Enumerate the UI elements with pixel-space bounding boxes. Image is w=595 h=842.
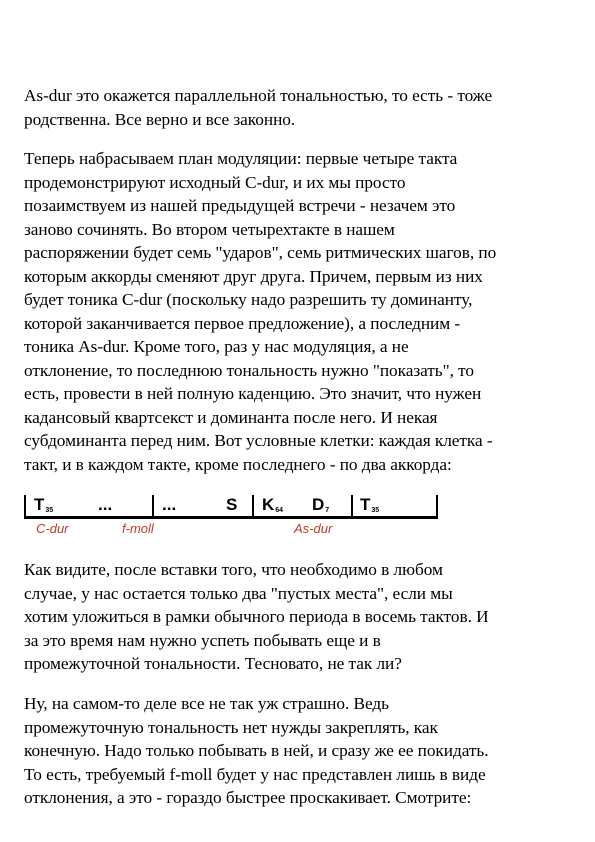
measure-bar (24, 495, 438, 519)
paragraph-3: Как видите, после вставки того, что необходимо в любом случае, у нас остается только два "пустых места", если мы хотим уложиться в рамки обычного периода в восемь тактов. И за это время нам нужно успеть побывать еще и в промежуточной тональности. Тесновато, не так ли? (24, 560, 489, 673)
bar-line (252, 495, 254, 517)
key-label-f-moll: f-moll (122, 521, 154, 536)
key-label-as-dur: As-dur (294, 521, 333, 536)
bar-bottom-rule (24, 516, 438, 519)
paragraph-1: As-dur это окажется параллельной тональностью, то есть - тоже родственна. Все верно и все законно. (24, 86, 493, 129)
bar-line (351, 495, 353, 517)
chord-tonic-as: $T_{35}$ (360, 495, 380, 514)
bar-line (152, 495, 154, 517)
key-labels (24, 521, 438, 541)
bar-line (436, 495, 438, 517)
paragraph-4: Ну, на самом-то деле все не так уж страшно. Ведь промежуточную тональность нет нужды закреплять, как конечную. Надо только побывать в ней, и сразу же ее покидать. То есть, требуемый f-moll будет у нас представлен лишь в виде отклонения, а это - гораздо быстрее проскакивает. Смотрите: (24, 694, 489, 807)
chord-tonic-c: $T_{35}$ (34, 495, 54, 514)
modulation-scheme (24, 495, 438, 541)
key-label-c-dur: C-dur (36, 521, 69, 536)
chord-dominant-seventh: $D_7$ (312, 495, 330, 514)
chord-subdominant: S (226, 495, 238, 514)
paragraph-2: Теперь набрасываем план модуляции: первые четыре такта продемонстрируют исходный C-dur, и их мы просто позаимствуем из нашей предыдущей встречи - незачем это заново сочинять. Во втором четырехтакте в нашем распоряжении будет семь "ударов", семь ритмических шагов, по которым аккорды сменяют друг друга. Причем, первым из них будет тоника C-dur (поскольку надо разрешить ту доминанту, которой заканчивается первое предложение), а последним - тоника As-dur. Кроме того, раз у нас модуляция, а не отклонение, то последнюю тональность нужно "показать", то есть, провести в ней полную каденцию. Это значит, что нужен кадансовый квартсекст и доминанта после него. И некая субдоминанта перед ним. Вот условные клетки: каждая клетка - такт, и в каждом такте, кроме последнего - по два аккорда: (24, 149, 497, 474)
chord-placeholder-2: ... (162, 495, 177, 514)
chord-cadential-six-four: $K_{64}$ (262, 495, 284, 514)
bar-line (24, 495, 26, 517)
chord-placeholder-1: ... (98, 495, 113, 514)
